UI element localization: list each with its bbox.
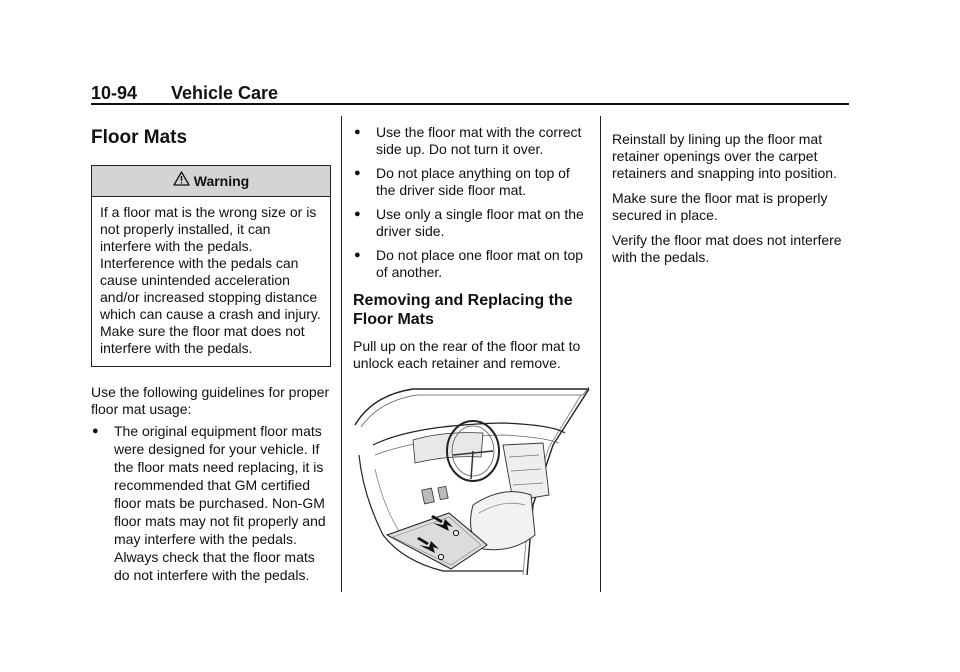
header-rule [91, 103, 849, 105]
guidelines-intro: Use the following guidelines for proper floor mat usage: [91, 384, 330, 417]
removing-replacing-heading: Removing and Replacing the Floor Mats [353, 292, 573, 328]
warning-triangle-icon [173, 171, 190, 191]
warning-text: If a floor mat is the wrong size or is not properly installed, it can interfere with the pedals. Interference with the pedals can cause unintended acceleration and/or increased stopping distance which can cause a crash and injury. Make sure the floor mat does not interfere with the pedals. [100, 204, 321, 356]
column-divider [600, 116, 601, 592]
column-1 [91, 126, 331, 585]
list-item: ● Use only a single floor mat on the driver side. [354, 206, 584, 239]
floor-mats-heading: Floor Mats [91, 127, 188, 148]
guidelines-list-continued [353, 124, 591, 281]
column-divider [341, 116, 342, 592]
secure-paragraph: Make sure the floor mat is properly secured in place. [612, 190, 828, 223]
reinstall-paragraph: Reinstall by lining up the floor mat retainer openings over the carpet retainers and snapping into position. [612, 131, 837, 181]
warning-box [91, 165, 331, 367]
floor-mat-illustration [353, 385, 590, 575]
guidelines-list [91, 423, 331, 585]
removal-paragraph: Pull up on the rear of the floor mat to unlock each retainer and remove. [353, 338, 581, 371]
page-header [91, 83, 848, 105]
warning-label: Warning [193, 173, 250, 189]
page-number: 10-94 [91, 83, 138, 103]
bullet-icon: ● [354, 249, 361, 261]
list-item: ● Do not place anything on top of the driver side floor mat. [354, 165, 570, 198]
verify-paragraph: Verify the floor mat does not interfere with the pedals. [612, 232, 842, 265]
bullet-icon: ● [354, 208, 361, 220]
list-item: ● Do not place one floor mat on top of another. [354, 247, 584, 280]
list-item: ● Use the floor mat with the correct side up. Do not turn it over. [354, 124, 582, 157]
bullet-icon: ● [92, 425, 99, 437]
column-3 [612, 131, 858, 266]
bullet-icon: ● [354, 167, 361, 179]
section-title-header: Vehicle Care [171, 83, 279, 103]
warning-header [92, 166, 330, 197]
list-item: ● The original equipment floor mats were designed for your vehicle. If the floor mats need replacing, it is recommended that GM certified floor mats be purchased. Non-GM floor mats may not fit properly and may interfere with the pedals. Always check that the floor mats do not interfere with the pedals. [92, 423, 326, 583]
column-2 [353, 124, 591, 575]
bullet-icon: ● [354, 126, 361, 138]
